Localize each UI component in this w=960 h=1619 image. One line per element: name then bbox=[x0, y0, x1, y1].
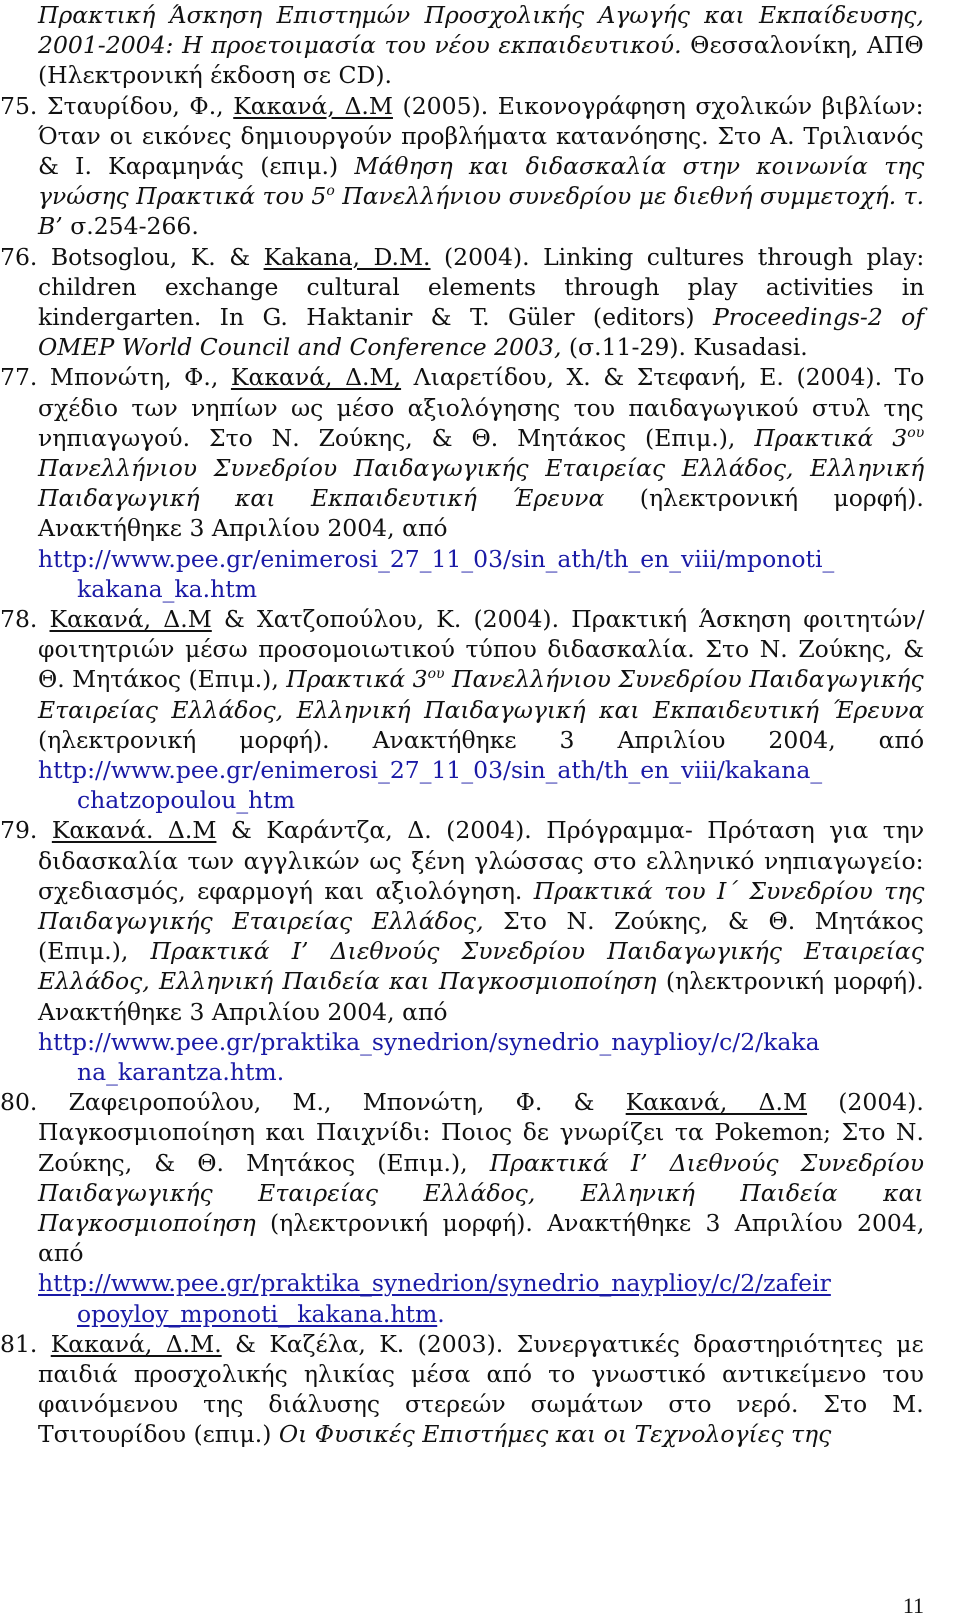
text-line bbox=[38, 876, 924, 907]
line-text: OMEP World Council and Conference 2003, bbox=[38, 333, 562, 362]
page-number: 11 bbox=[902, 1593, 924, 1618]
line-text: Παγκοσμιοποίηση bbox=[38, 1209, 256, 1237]
text-line bbox=[38, 60, 392, 91]
text-line bbox=[0, 1087, 924, 1118]
text-line bbox=[38, 483, 924, 514]
line-text: (ηλεκτρονική μορφή). Ανακτήθηκε 3 Απριλίου 2004, bbox=[255, 1209, 925, 1237]
text-line bbox=[38, 1419, 831, 1450]
line-text: Ελλάδος, Ελληνική Παιδεία και Παγκοσμιοποίηση bbox=[38, 967, 657, 996]
line-text: (Ηλεκτρονική έκδοση σε CD). bbox=[38, 61, 393, 90]
line-text: γνώσης Πρακτικά του 5 bbox=[38, 182, 327, 211]
text-line bbox=[38, 302, 924, 333]
author-name: Κακανά, Δ.Μ bbox=[49, 605, 212, 633]
reference-link[interactable]: na_karantza.htm. bbox=[77, 1058, 285, 1086]
reference-link[interactable]: chatzopoulou_htm bbox=[77, 786, 296, 815]
author-name: Κακανά, Δ.Μ, bbox=[230, 363, 402, 392]
line-text: φοιτητριών μέσω προσομοιωτικού τύπου διδασκαλία. Στο Ν. Ζούκης, & bbox=[38, 635, 925, 664]
line-text: Εταιρείας Ελλάδος, Ελληνική Παιδαγωγική και Εκπαιδευτική Έρευνα bbox=[38, 695, 925, 724]
reference-link[interactable]: http://www.pee.gr/enimerosi_27_11_03/sin_ath/th_en_viii/kakana_ bbox=[38, 756, 823, 784]
line-text: 75. Σταυρίδου, Φ., bbox=[0, 91, 234, 120]
line-text: νηπιαγωγού. Στο Ν. Ζούκης, & Θ. Μητάκος (Επιμ.), bbox=[38, 423, 755, 452]
line-text: Παιδαγωγική και Εκπαιδευτική Έρευνα bbox=[38, 484, 605, 513]
text-line bbox=[38, 513, 448, 544]
author-name: Κακανά. Δ.Μ bbox=[51, 816, 217, 845]
text-line bbox=[0, 91, 924, 122]
line-text: φαινόμενου της διάλυσης στερεών σωμάτων στο νερό. Στο Μ. bbox=[38, 1390, 924, 1419]
text-line bbox=[77, 785, 295, 816]
line-text: Πρακτικά 3 bbox=[754, 423, 908, 452]
line-text: σ.254-266. bbox=[62, 212, 199, 241]
text-line bbox=[38, 453, 924, 484]
text-line bbox=[38, 725, 924, 756]
text-line bbox=[38, 332, 808, 363]
line-text: σχέδιο των νηπίων ως μέσο αξιολόγησης του παιδαγωγικού στυλ της bbox=[38, 393, 924, 422]
reference-link[interactable]: kakana_ka.htm bbox=[77, 574, 257, 603]
line-text: διδασκαλία των αγγλικών ως ξένη γλώσσας στο ελληνικό νηπιαγωγείο: bbox=[38, 846, 924, 875]
text-line bbox=[0, 362, 924, 393]
author-name: Κακανά, Δ.Μ bbox=[233, 91, 393, 120]
text-line bbox=[0, 242, 924, 273]
reference-link[interactable]: http://www.pee.gr/enimerosi_27_11_03/sin_ath/th_en_viii/mponoti_ bbox=[38, 544, 835, 573]
text-line bbox=[38, 544, 834, 575]
line-text: από bbox=[38, 1239, 84, 1268]
text-line bbox=[38, 151, 924, 182]
line-text: Ζούκης, & Θ. Μητάκος (Επιμ.), bbox=[38, 1148, 490, 1177]
text-line bbox=[38, 393, 924, 424]
text-line bbox=[38, 1238, 83, 1269]
reference-link[interactable]: . bbox=[437, 1299, 445, 1328]
line-text: 80. Ζαφειροπούλου, Μ., Μπονώτη, Φ. & bbox=[0, 1088, 626, 1117]
line-text: Πρακτικά 3 bbox=[286, 665, 428, 694]
line-text: & Καράντζα, Δ. (2004). Πρόγραμμα- Πρόταση για την bbox=[216, 816, 925, 845]
author-name: Κακανά, Δ.Μ bbox=[625, 1088, 808, 1117]
line-text: παιδιά προσχολικής ηλικίας μέσα από το γνωστικό αντικείμενο του bbox=[38, 1360, 924, 1388]
superscript-text: ο bbox=[326, 183, 335, 200]
line-text: & Καζέλα, Κ. (2003). Συνεργατικές δραστηριότητες με bbox=[221, 1329, 924, 1358]
text-line bbox=[0, 1329, 924, 1360]
line-text: (2004). Linking cultures through play: bbox=[430, 242, 925, 271]
line-text: Πανελλήνιου Συνεδρίου Παιδαγωγικής Εταιρείας Ελλάδος, Ελληνική bbox=[38, 454, 925, 482]
superscript-text: ου bbox=[427, 666, 445, 683]
line-text: (2004). bbox=[807, 1088, 924, 1117]
line-text: Στο Ν. Ζούκης, & Θ. Μητάκος bbox=[483, 907, 924, 935]
line-text: 78. bbox=[0, 605, 50, 633]
line-text: Λιαρετίδου, Χ. & Στεφανή, Ε. (2004). Το bbox=[401, 363, 925, 392]
text-line bbox=[38, 1208, 924, 1239]
text-line bbox=[38, 1117, 924, 1148]
line-text: σχεδιασμός, εφαρμογή και αξιολόγηση. bbox=[38, 876, 534, 905]
text-line bbox=[38, 1268, 831, 1299]
line-text: Μάθηση και διδασκαλία στην κοινωνία της bbox=[354, 152, 925, 180]
reference-link[interactable]: opoyloy_mponoti_ kakana.htm bbox=[77, 1299, 438, 1328]
line-text: & Ι. Καραμηνάς (επιμ.) bbox=[38, 152, 355, 180]
line-text: Όταν οι εικόνες δημιουργούν προβλήματα κατανόησης. Στο Α. Τριλιανός bbox=[38, 121, 924, 150]
text-line bbox=[38, 272, 924, 303]
line-text: Πρακτικά Ι’ Διεθνούς Συνεδρίου Παιδαγωγικής Εταιρείας bbox=[150, 937, 924, 966]
text-line bbox=[38, 1027, 820, 1058]
text-line bbox=[0, 604, 925, 635]
line-text: (ηλεκτρονική μορφή). bbox=[656, 967, 924, 996]
text-line bbox=[38, 906, 924, 937]
line-text: (ηλεκτρονική μορφή). Ανακτήθηκε 3 Απριλίου 2004, από bbox=[38, 725, 925, 754]
text-line bbox=[38, 1389, 924, 1420]
text-line bbox=[38, 30, 924, 61]
line-text: 77. Μπονώτη, Φ., bbox=[0, 363, 231, 392]
line-text: Πρακτικά Ι’ Διεθνούς Συνεδρίου bbox=[489, 1148, 925, 1177]
text-line bbox=[77, 574, 257, 605]
line-text: kindergarten. In G. Haktanir & T. Güler (editors) bbox=[38, 303, 713, 331]
line-text: (σ.11-29). Kusadasi. bbox=[561, 333, 808, 362]
text-line bbox=[38, 0, 924, 31]
author-name: Kakana, D.M. bbox=[263, 242, 431, 271]
text-line bbox=[38, 966, 924, 997]
line-text: 2001-2004: Η προετοιμασία του νέου εκπαιδευτικού. bbox=[38, 31, 682, 60]
line-text: Ανακτήθηκε 3 Απριλίου 2004, από bbox=[38, 514, 448, 543]
reference-link[interactable]: http://www.pee.gr/praktika_synedrion/synedrio_nayplioy/c/2/zafeir bbox=[38, 1269, 831, 1298]
text-line bbox=[38, 1148, 924, 1179]
text-line bbox=[38, 936, 924, 967]
line-text: Τσιτουρίδου (επιμ.) bbox=[38, 1420, 279, 1449]
text-line bbox=[38, 664, 924, 695]
text-line bbox=[38, 997, 448, 1028]
text-line bbox=[77, 1057, 284, 1088]
line-text: Πρακτική Άσκηση Επιστημών Προσχολικής Αγωγής και Εκπαίδευσης, bbox=[38, 1, 924, 29]
text-line bbox=[77, 1299, 445, 1330]
text-line bbox=[38, 181, 924, 212]
superscript-text: ου bbox=[907, 424, 925, 441]
reference-link[interactable]: http://www.pee.gr/praktika_synedrion/synedrio_nayplioy/c/2/kaka bbox=[38, 1027, 820, 1056]
line-text: (2005). Εικονογράφηση σχολικών βιβλίων: bbox=[392, 91, 924, 120]
line-text: 76. Botsoglou, K. & bbox=[0, 242, 264, 271]
line-text: 81. bbox=[0, 1329, 51, 1358]
line-text: Παγκοσμιοποίηση και Παιχνίδι: Ποιος δε γνωρίζει τα Pokemon; Στο Ν. bbox=[38, 1118, 924, 1147]
text-line bbox=[38, 121, 924, 152]
text-line bbox=[0, 815, 924, 846]
line-text: Πανελλήνιου συνεδρίου με διεθνή συμμετοχή. τ. bbox=[334, 182, 925, 211]
text-line bbox=[38, 423, 924, 454]
text-line bbox=[38, 1359, 924, 1390]
line-text: children exchange cultural elements through play activities in bbox=[38, 272, 925, 301]
line-text: Παιδαγωγικής Εταιρείας Ελλάδος, bbox=[38, 907, 484, 935]
line-text: Ανακτήθηκε 3 Απριλίου 2004, από bbox=[38, 997, 448, 1026]
line-text: Θ. Μητάκος (Επιμ.), bbox=[38, 665, 287, 694]
line-text: (Επιμ.), bbox=[38, 937, 151, 966]
line-text: Πρακτικά του Ι΄ Συνεδρίου της bbox=[533, 876, 925, 905]
line-text: Θεσσαλονίκη, ΑΠΘ bbox=[681, 31, 924, 60]
text-line bbox=[38, 846, 924, 877]
text-line bbox=[38, 211, 199, 242]
author-name: Κακανά, Δ.Μ. bbox=[50, 1329, 222, 1358]
line-text: Β’ bbox=[38, 212, 63, 241]
line-text: Πανελλήνιου Συνεδρίου Παιδαγωγικής bbox=[444, 665, 924, 694]
text-line bbox=[38, 755, 822, 786]
text-line bbox=[38, 695, 924, 726]
text-line bbox=[38, 1178, 924, 1209]
line-text: Οι Φυσικές Επιστήμες και οι Τεχνολογίες της bbox=[278, 1420, 832, 1449]
line-text: (ηλεκτρονική μορφή). bbox=[604, 484, 924, 513]
text-line bbox=[38, 634, 924, 665]
line-text: Παιδαγωγικής Εταιρείας Ελλάδος, Ελληνική Παιδεία και bbox=[38, 1178, 924, 1207]
line-text: & Χατζοπούλου, Κ. (2004). Πρακτική Άσκηση φοιτητών/ bbox=[211, 605, 925, 633]
line-text: 79. bbox=[0, 816, 52, 845]
line-text: Proceedings-2 of bbox=[712, 303, 925, 331]
